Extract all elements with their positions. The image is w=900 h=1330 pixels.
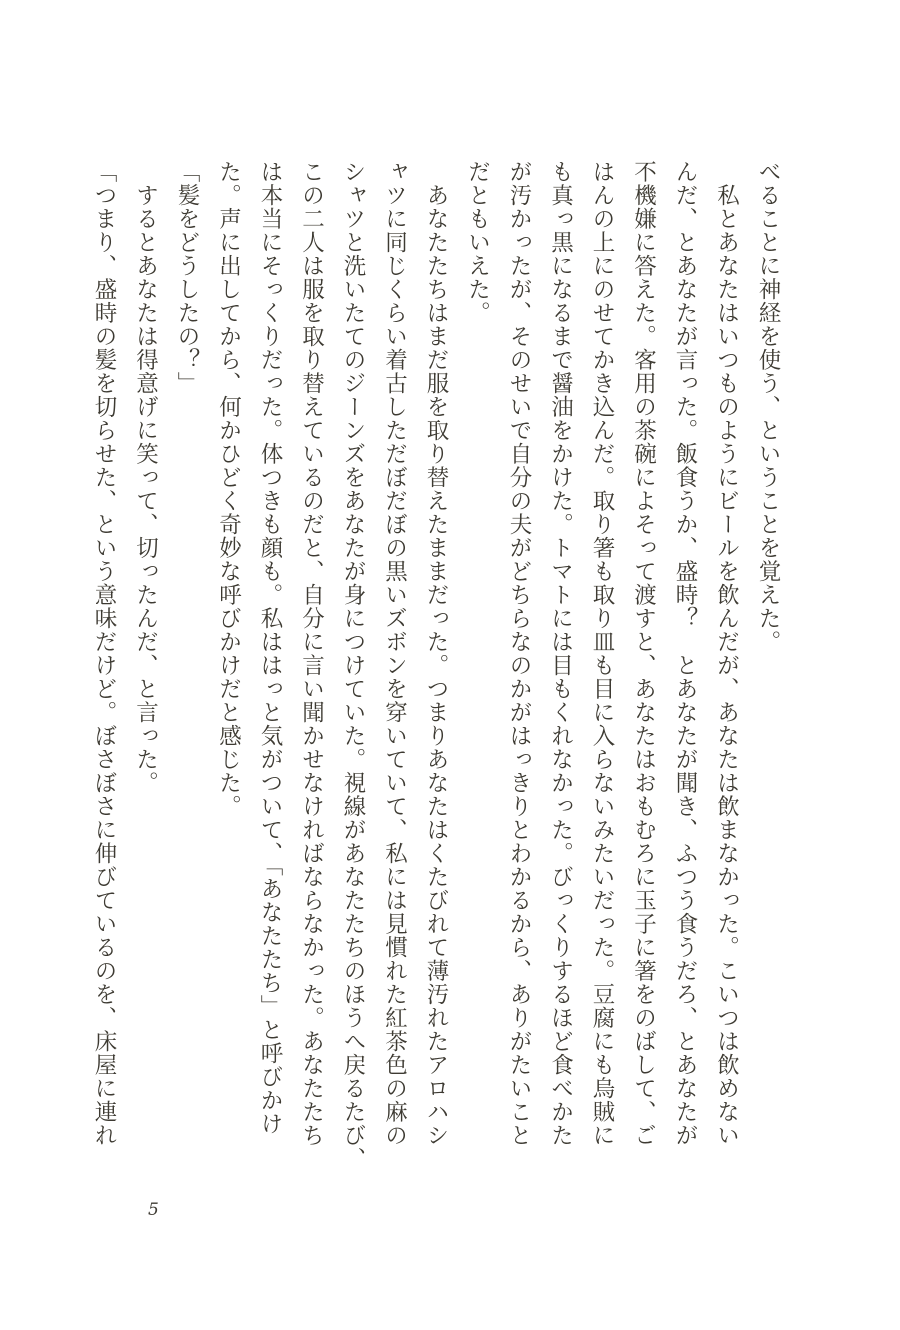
text-line: あなたたちはまだ服を取り替えたままだった。つまりあなたはくたびれて薄汚れたアロハシ [423, 160, 449, 1147]
text-line: 私とあなたはいつものようにビールを飲んだが、あなたは飲まなかった。こいつは飲めない [713, 160, 740, 1147]
text-line: この二人は服を取り替えているのだと、自分に言い聞かせなければならなかった。あなたたち [298, 160, 325, 1147]
text-line: た。声に出してから、何かひどく奇妙な呼びかけだと感じた。 [215, 160, 242, 818]
text-line: が汚かったが、そのせいで自分の夫がどちらなのかがはっきりとわかるから、ありがたいこと [506, 160, 532, 1147]
page-number: 5 [148, 1200, 159, 1220]
text-line: 「髪をどうしたの？」 [174, 160, 200, 395]
text-line: も真っ黒になるまで醤油をかけた。トマトには目もくれなかった。びっくりするほど食べかた [547, 160, 574, 1147]
text-line: するとあなたは得意げに笑って、切ったんだ、と言った。 [132, 160, 159, 795]
text-line: べることに神経を使う、ということを覚えた。 [755, 160, 781, 654]
text-line: 「つまり、盛時の髪を切らせた、という意味だけど。ぼさぼさに伸びているのを、床屋に連れ [91, 160, 117, 1147]
text-line: ャツに同じくらい着古しただぼだぼの黒いズボンを穿いていて、私には見慣れた紅茶色の麻の [381, 160, 408, 1147]
text-line: はんの上にのせてかき込んだ。取り箸も取り皿も目に入らないみたいだった。豆腐にも烏賊に [589, 160, 615, 1147]
text-line: は本当にそっくりだった。体つきも顔も。私ははっと気がついて、「あなたたち」と呼びかけ [257, 160, 283, 1136]
text-line: んだ、とあなたが言った。飯食うか、盛時？ とあなたが聞き、ふつう食うだろ、とあなたが [672, 160, 698, 1147]
text-line: だともいえた。 [464, 160, 491, 325]
vertical-text-body [91, 160, 788, 1171]
text-line: 不機嫌に答えた。客用の茶碗によそって渡すと、あなたはおもむろに玉子に箸をのばして、ご [630, 160, 657, 1147]
text-line: シャツと洗いたてのジーンズをあなたが身につけていた。視線があなたたちのほうへ戻るたび、 [340, 160, 366, 1171]
